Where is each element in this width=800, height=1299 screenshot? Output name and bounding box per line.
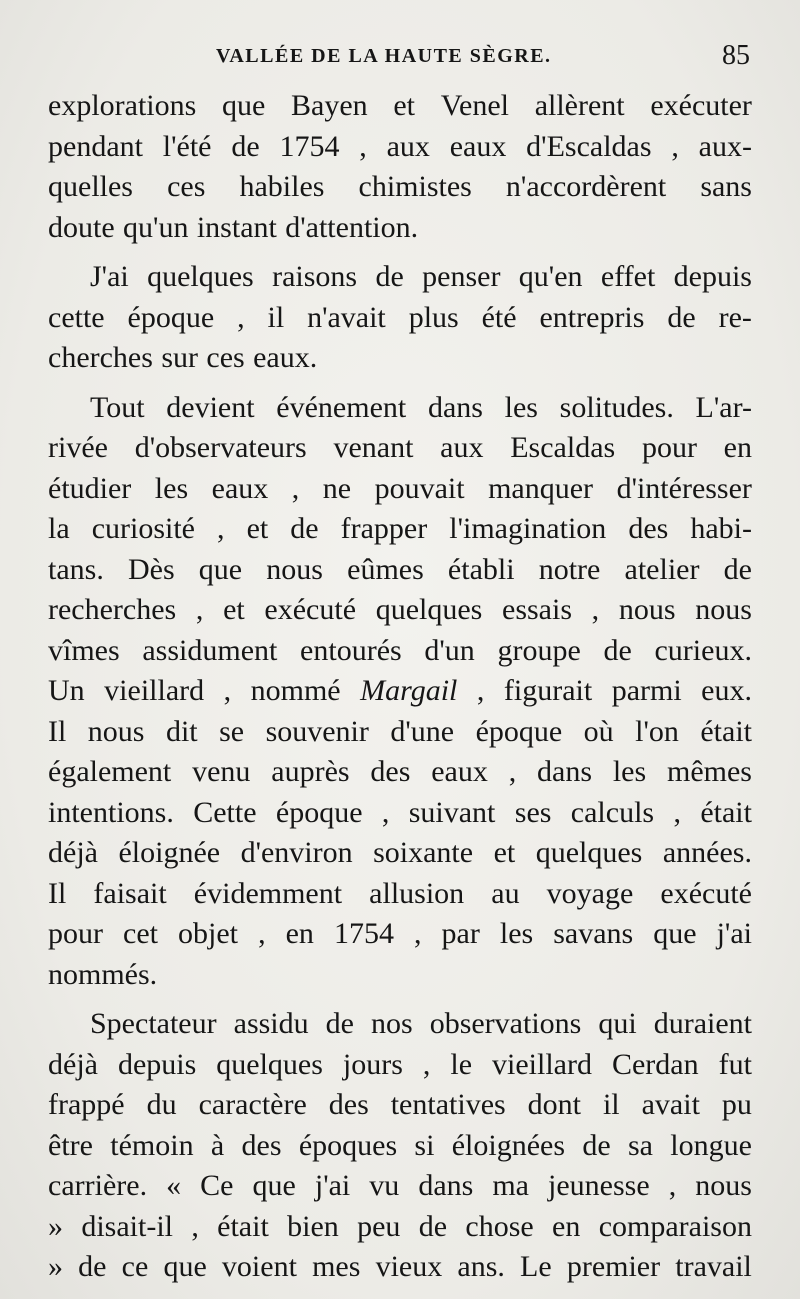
word: Il: [48, 876, 67, 910]
word: jeunesse: [548, 1169, 650, 1202]
word: explorations: [48, 89, 197, 122]
word: frappé: [48, 1088, 125, 1121]
word: et: [393, 89, 415, 122]
word: Spectateur: [90, 1007, 217, 1040]
text-line: [48, 388, 752, 429]
word: étudier: [48, 471, 132, 505]
word: nos: [370, 1007, 413, 1040]
word: les: [499, 917, 534, 950]
word: pour: [48, 917, 103, 950]
word: était: [700, 795, 752, 829]
word: en: [723, 431, 752, 464]
word: ,: [591, 593, 600, 626]
word: d'attention.: [285, 210, 419, 244]
text-line: [48, 1004, 752, 1045]
word: ,: [413, 917, 422, 950]
text-line: [48, 167, 752, 208]
word: de: [418, 1209, 448, 1243]
word: vieillard: [104, 674, 205, 707]
word: manquer: [488, 471, 594, 505]
word: Margail: [360, 674, 458, 707]
word: ,: [191, 1209, 199, 1243]
word: l'été: [162, 129, 212, 163]
word: d'observateurs: [134, 431, 307, 464]
word: 1754: [279, 129, 340, 163]
word: sans: [700, 170, 752, 203]
word: des: [628, 512, 669, 545]
word: allusion: [369, 876, 465, 910]
word: de: [78, 1250, 107, 1283]
word: Tout: [90, 390, 145, 424]
word: effet: [600, 260, 656, 293]
word: époque: [475, 714, 563, 748]
word: d'intéresser: [616, 471, 752, 505]
word: nous: [695, 1169, 752, 1202]
word: époque: [127, 300, 215, 334]
word: du: [146, 1088, 177, 1121]
paragraph: [48, 1004, 752, 1288]
word: ma: [492, 1169, 529, 1202]
word: eaux: [211, 471, 269, 505]
word: pour: [641, 431, 697, 464]
word: il: [602, 1088, 620, 1121]
word: qu'en: [518, 260, 583, 293]
word: eux.: [701, 674, 752, 707]
word: assidu: [233, 1007, 309, 1040]
word: que: [222, 89, 266, 122]
word: savans: [553, 917, 634, 950]
word: 1754: [333, 917, 394, 950]
word: également: [48, 755, 172, 788]
word: auprès: [271, 755, 350, 788]
word: tentatives: [390, 1088, 506, 1121]
word: établi: [447, 552, 515, 586]
paragraph-gap: [48, 379, 752, 388]
word: carrière.: [48, 1169, 148, 1202]
word: ,: [668, 1169, 677, 1202]
word: curieux.: [654, 633, 752, 667]
word: d'environ: [240, 836, 353, 869]
word: témoin: [110, 1128, 194, 1162]
word: recherches: [48, 593, 177, 626]
word: aux: [440, 431, 484, 464]
word: vieux: [375, 1250, 443, 1283]
word: événement: [276, 390, 407, 424]
paragraph: [48, 388, 752, 996]
word: disait-il: [81, 1209, 173, 1243]
text-line: [48, 428, 752, 469]
word: éloignée: [118, 836, 221, 869]
word: doute: [48, 210, 115, 244]
word: ,: [673, 795, 681, 829]
word: dans: [537, 755, 593, 788]
word: voient: [221, 1250, 297, 1283]
word: en: [285, 917, 314, 950]
word: atelier: [624, 552, 700, 586]
text-line: [48, 469, 752, 510]
word: aux: [386, 129, 430, 163]
word: été: [481, 300, 517, 334]
word: L'ar-: [695, 390, 752, 424]
word: depuis: [673, 260, 752, 293]
word: essais: [502, 593, 572, 626]
word: ,: [381, 795, 390, 829]
word: j'ai: [314, 1169, 351, 1202]
word: eaux: [431, 755, 488, 788]
word: il: [267, 300, 285, 334]
word: de: [231, 129, 260, 163]
word: Dès: [127, 552, 175, 586]
text-line: [48, 712, 752, 753]
text-line: [48, 208, 752, 249]
word: évidemment: [193, 876, 343, 910]
text-line: [48, 509, 752, 550]
word: les: [612, 755, 647, 788]
word: assidument: [142, 633, 278, 667]
word: j'ai: [716, 917, 752, 950]
word: quelques: [147, 260, 254, 293]
word: que: [198, 552, 243, 586]
word: exécuter: [650, 89, 752, 122]
word: quelques: [216, 1047, 323, 1081]
text-line: [48, 338, 752, 379]
word: intentions.: [48, 795, 174, 829]
word: de: [375, 260, 404, 293]
text-line: [48, 127, 752, 168]
word: fut: [718, 1047, 752, 1081]
word: que: [252, 1169, 296, 1202]
running-head: VALLÉE DE LA HAUTE SÈGRE.: [216, 45, 552, 67]
word: cherches: [48, 341, 153, 374]
word: ne: [322, 471, 352, 505]
word: instant: [196, 210, 277, 244]
word: solitudes.: [559, 390, 674, 424]
word: au: [491, 876, 520, 910]
word: ,: [422, 1047, 431, 1081]
word: duraient: [653, 1007, 752, 1040]
word: eûmes: [347, 552, 424, 586]
word: suivant: [408, 795, 496, 829]
word: à: [210, 1128, 225, 1162]
word: ,: [671, 129, 679, 163]
word: les: [154, 471, 189, 505]
word: faisait: [93, 876, 167, 910]
word: quelles: [48, 170, 133, 203]
word: ,: [195, 593, 204, 626]
word: ,: [258, 917, 266, 950]
word: ,: [217, 512, 225, 545]
word: comparaison: [598, 1209, 752, 1243]
word: travail: [675, 1250, 752, 1283]
word: frapper: [340, 512, 428, 545]
word: était: [217, 1209, 269, 1243]
text-line: [48, 955, 752, 996]
word: la: [48, 512, 70, 545]
word: ,: [223, 674, 232, 707]
word: ses: [514, 795, 552, 829]
word: parmi: [611, 674, 682, 707]
word: chose: [465, 1209, 534, 1243]
word: Cerdan: [611, 1047, 699, 1081]
word: ans.: [457, 1250, 505, 1283]
word: ces: [167, 170, 206, 203]
word: mes: [312, 1250, 361, 1283]
word: objet: [178, 917, 239, 950]
word: Le: [520, 1250, 552, 1283]
word: »: [48, 1209, 63, 1243]
word: sa: [627, 1128, 653, 1162]
word: et: [223, 593, 245, 626]
word: être: [48, 1128, 93, 1162]
word: mêmes: [667, 755, 752, 788]
text-line: [48, 257, 752, 298]
word: ce: [121, 1250, 149, 1283]
text-line: [48, 550, 752, 591]
word: dont: [527, 1088, 581, 1121]
word: dit: [165, 714, 198, 748]
word: éloignées: [451, 1128, 566, 1162]
word: raisons: [272, 260, 358, 293]
word: J'ai: [90, 260, 129, 293]
word: ,: [291, 471, 300, 505]
text-line: [48, 1085, 752, 1126]
word: Cette: [193, 795, 257, 829]
word: soixante: [373, 836, 474, 869]
word: déjà: [48, 1047, 98, 1081]
word: «: [166, 1169, 182, 1202]
text-line: [48, 833, 752, 874]
word: cet: [123, 917, 158, 950]
word: Escaldas: [510, 431, 616, 464]
body-text: [48, 86, 752, 1288]
word: Ce: [200, 1169, 234, 1202]
word: nommés.: [48, 957, 158, 991]
page-header: [48, 40, 750, 80]
word: de: [603, 633, 632, 667]
text-line: [48, 1247, 752, 1288]
word: des: [370, 755, 411, 788]
paragraph: [48, 257, 752, 379]
word: des: [328, 1088, 369, 1121]
word: devient: [166, 390, 255, 424]
word: aux-: [698, 129, 752, 163]
word: quelques: [375, 593, 483, 626]
word: Il: [48, 714, 67, 748]
word: l'on: [635, 714, 679, 748]
word: cette: [48, 300, 105, 334]
paragraph-gap: [48, 248, 752, 257]
word: dans: [427, 390, 483, 424]
word: jours: [342, 1047, 403, 1081]
word: exécuté: [660, 876, 752, 910]
word: souvenir: [265, 714, 369, 748]
word: rivée: [48, 431, 108, 464]
word: habiles: [239, 170, 325, 203]
word: de: [325, 1007, 354, 1040]
word: tans.: [48, 552, 104, 586]
word: des: [241, 1128, 282, 1162]
text-line: [48, 793, 752, 834]
text-line: [48, 874, 752, 915]
word: nommé: [250, 674, 341, 707]
word: curiosité: [91, 512, 195, 545]
word: penser: [422, 260, 501, 293]
word: de: [723, 552, 752, 586]
word: eaux: [449, 129, 507, 163]
word: notre: [538, 552, 601, 586]
word: nous: [87, 714, 145, 748]
word: longue: [670, 1128, 752, 1162]
word: entourés: [300, 633, 402, 667]
word: n'accordèrent: [505, 170, 667, 203]
word: de: [582, 1128, 611, 1162]
word: si: [414, 1128, 435, 1162]
word: vîmes: [48, 633, 120, 667]
word: chimistes: [358, 170, 472, 203]
word: se: [219, 714, 245, 748]
word: en: [552, 1209, 581, 1243]
word: que: [653, 917, 697, 950]
word: premier: [566, 1250, 661, 1283]
word: était: [700, 714, 752, 748]
word: avait: [641, 1088, 700, 1121]
word: le: [450, 1047, 473, 1081]
word: dans: [418, 1169, 474, 1202]
word: d'un: [424, 633, 475, 667]
word: ,: [476, 674, 485, 707]
word: époques: [298, 1128, 398, 1162]
word: ces: [206, 341, 245, 374]
word: époque: [275, 795, 363, 829]
word: pouvait: [374, 471, 465, 505]
text-line: [48, 86, 752, 127]
word: pu: [721, 1088, 752, 1121]
word: exécuté: [264, 593, 357, 626]
word: Venel: [440, 89, 509, 122]
word: peu: [357, 1209, 401, 1243]
word: les: [504, 390, 538, 424]
word: plus: [408, 300, 459, 334]
word: par: [441, 917, 480, 950]
word: figurait: [503, 674, 593, 707]
word: quelques: [535, 836, 643, 869]
word: entrepris: [539, 300, 645, 334]
word: ,: [237, 300, 245, 334]
word: ,: [359, 129, 367, 163]
word: et: [493, 836, 516, 869]
word: ,: [508, 755, 517, 788]
word: d'une: [390, 714, 455, 748]
word: d'Escaldas: [526, 129, 652, 163]
word: caractère: [198, 1088, 307, 1121]
word: que: [163, 1250, 207, 1283]
word: n'avait: [307, 300, 386, 334]
word: nous: [695, 593, 752, 626]
paragraph: [48, 86, 752, 248]
text-line: [48, 671, 752, 712]
word: Bayen: [291, 89, 368, 122]
word: vu: [369, 1169, 400, 1202]
word: habi-: [690, 512, 752, 545]
word: re-: [718, 300, 752, 334]
word: bien: [287, 1209, 339, 1243]
word: allèrent: [534, 89, 625, 122]
word: voyage: [546, 876, 634, 910]
text-line: [48, 1166, 752, 1207]
text-line: [48, 631, 752, 672]
word: »: [48, 1250, 63, 1283]
text-line: [48, 914, 752, 955]
text-line: [48, 590, 752, 631]
paragraph-gap: [48, 995, 752, 1004]
word: sur: [161, 341, 198, 374]
word: de: [667, 300, 696, 334]
word: Un: [48, 674, 85, 707]
word: calculs: [570, 795, 655, 829]
word: eaux.: [253, 341, 318, 374]
page-number: 85: [722, 40, 750, 71]
word: et: [246, 512, 269, 545]
word: de: [290, 512, 319, 545]
word: où: [583, 714, 614, 748]
text-line: [48, 1207, 752, 1248]
word: groupe: [497, 633, 581, 667]
word: pendant: [48, 129, 143, 163]
word: déjà: [48, 836, 98, 869]
word: venu: [192, 755, 251, 788]
text-line: [48, 1126, 752, 1167]
word: nous: [266, 552, 323, 586]
word: qui: [598, 1007, 637, 1040]
word: l'imagination: [449, 512, 607, 545]
text-line: [48, 752, 752, 793]
word: venant: [333, 431, 414, 464]
word: qu'un: [123, 210, 189, 244]
text-line: [48, 1045, 752, 1086]
word: années.: [662, 836, 752, 869]
word: observations: [429, 1007, 582, 1040]
word: vieillard: [492, 1047, 592, 1081]
text-line: [48, 298, 752, 339]
word: depuis: [117, 1047, 197, 1081]
word: nous: [618, 593, 676, 626]
